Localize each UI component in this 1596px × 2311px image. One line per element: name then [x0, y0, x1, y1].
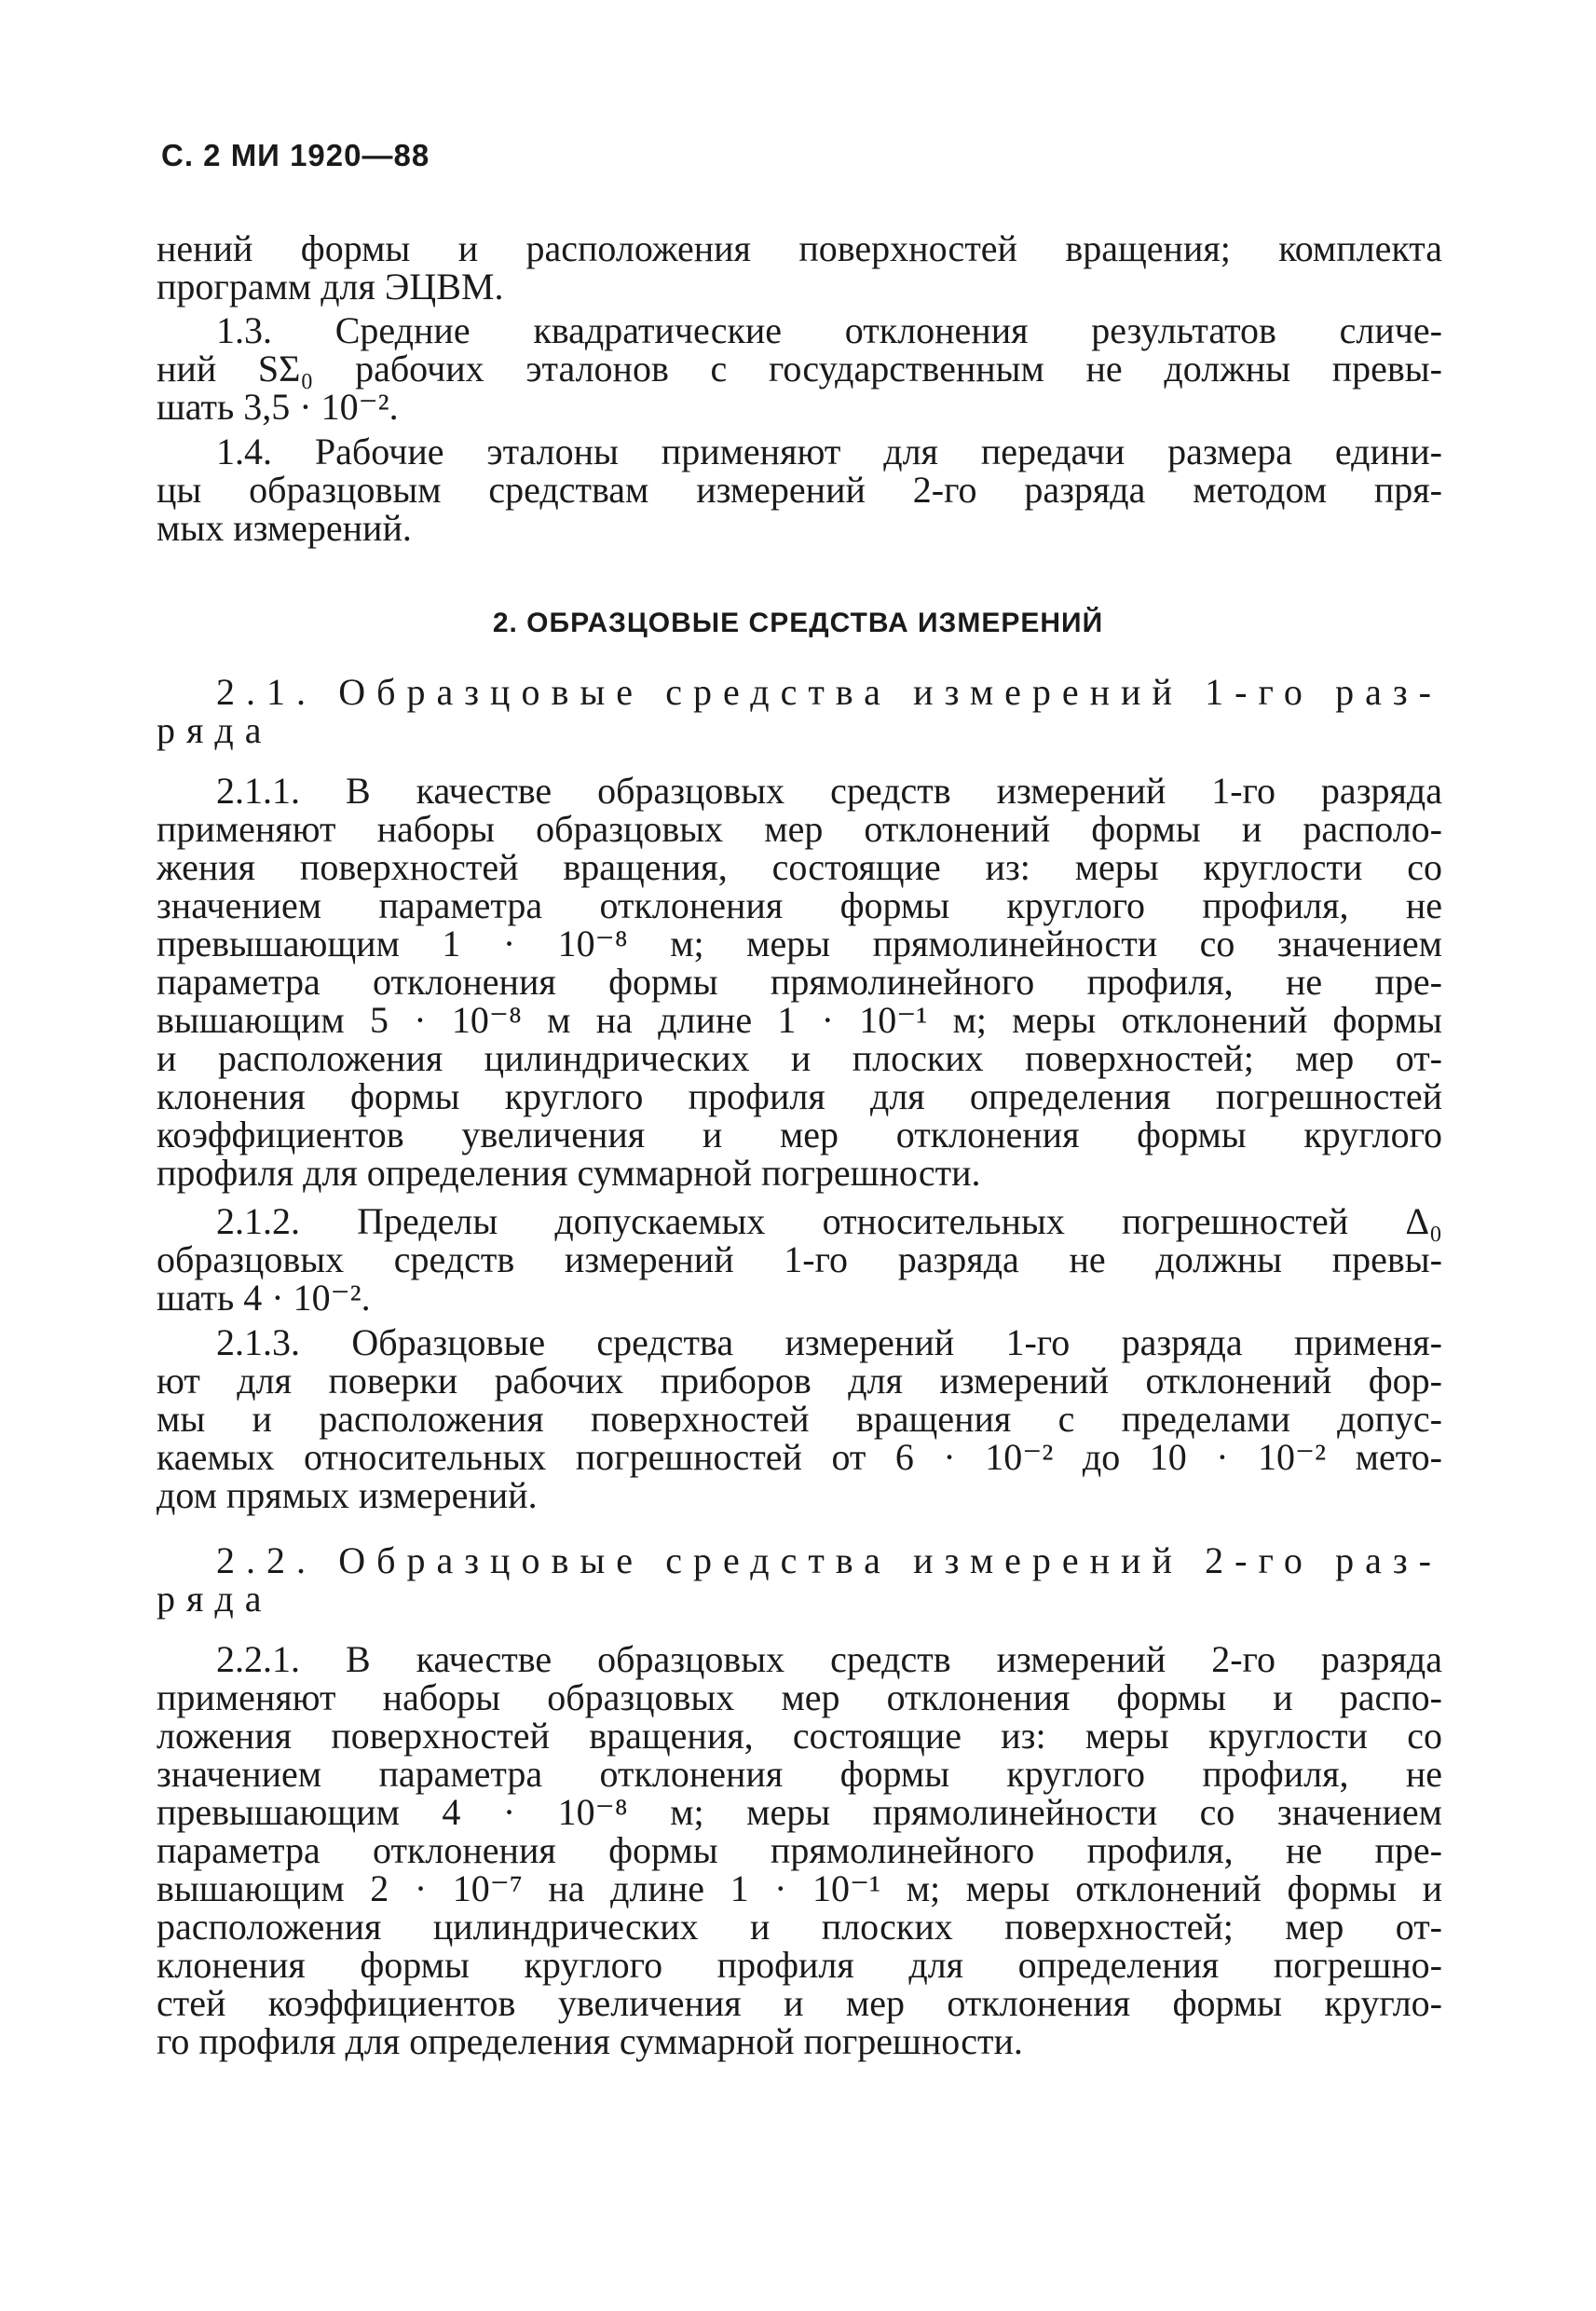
paragraph-2-1-1 [157, 772, 1442, 1192]
paragraph-2-1-2 [157, 1202, 1442, 1317]
text-line: ний SΣ₀ рабочих эталонов с государственным не должны превы- [157, 348, 1442, 390]
text-line: 2.2. Образцовые средства измерений 2-го раз- [216, 1539, 1442, 1581]
text-line: цы образцовым средствам измерений 2-го разряда методом пря- [157, 469, 1442, 511]
text-line: применяют наборы образцовых мер отклонения формы и распо- [157, 1676, 1442, 1718]
text-line: дом прямых измерений. [157, 1474, 538, 1516]
text-line: коэффициентов увеличения и мер отклонения формы круглого [157, 1114, 1442, 1156]
text-line: стей коэффициентов увеличения и мер отклонения формы кругло- [157, 1982, 1442, 2024]
paragraph-1-4 [157, 432, 1442, 547]
paragraph-continuation [157, 229, 1442, 306]
text-line: расположения цилиндрических и плоских поверхностей; мер от- [157, 1906, 1442, 1948]
text-line: значением параметра отклонения формы круглого профиля, не [157, 884, 1442, 926]
text-line: значением параметра отклонения формы круглого профиля, не [157, 1753, 1442, 1795]
paragraph-2-2-1 [157, 1640, 1442, 2060]
text-line: мых измерений. [157, 507, 412, 549]
text-line: вышающим 5 · 10⁻⁸ м на длине 1 · 10⁻¹ м; меры отклонений формы [157, 999, 1442, 1041]
paragraph-2-1-3 [157, 1323, 1442, 1514]
text-line: и расположения цилиндрических и плоских поверхностей; мер от- [157, 1037, 1442, 1079]
text-line: мы и расположения поверхностей вращения с пределами допус- [157, 1398, 1442, 1440]
paragraph-1-3 [157, 311, 1442, 426]
continuation-paragraph [157, 229, 1442, 306]
section-title: 2. ОБРАЗЦОВЫЕ СРЕДСТВА ИЗМЕРЕНИЙ [492, 608, 1104, 638]
text-line: 1.3. Средние квадратические отклонения результатов сличе- [216, 309, 1442, 351]
text-line: программ для ЭЦВМ. [157, 266, 504, 308]
text-line: образцовых средств измерений 1-го разряда не должны превы- [157, 1238, 1442, 1280]
subsection-2-2-title [157, 1541, 1442, 1618]
text-line: применяют наборы образцовых мер отклонений формы и располо- [157, 808, 1442, 850]
text-line: клонения формы круглого профиля для определения погрешно- [157, 1944, 1442, 1986]
text-line: превышающим 1 · 10⁻⁸ м; меры прямолинейности со значением [157, 923, 1442, 964]
text-line: ряда [157, 1578, 273, 1620]
text-line: нений формы и расположения поверхностей вращения; комплекта [157, 227, 1442, 269]
text-line: ют для поверки рабочих приборов для измерений отклонений фор- [157, 1360, 1442, 1402]
text-line: 2.1.3. Образцовые средства измерений 1-го разряда применя- [216, 1321, 1442, 1363]
text-line: вышающим 2 · 10⁻⁷ на длине 1 · 10⁻¹ м; меры отклонений формы и [157, 1867, 1442, 1909]
text-line: превышающим 4 · 10⁻⁸ м; меры прямолинейности со значением [157, 1791, 1442, 1833]
text-line: 2.1.2. Пределы допускаемых относительных погрешностей Δ₀ [216, 1200, 1442, 1242]
text-line: 2.1.1. В качестве образцовых средств измерений 1-го разряда [216, 770, 1442, 812]
text-line: параметра отклонения формы прямолинейного профиля, не пре- [157, 961, 1442, 1003]
text-line: шать 3,5 · 10⁻². [157, 386, 399, 428]
page-header: С. 2 МИ 1920—88 [161, 138, 430, 172]
text-line: ряда [157, 709, 273, 751]
text-line: каемых относительных погрешностей от 6 · 10⁻² до 10 · 10⁻² мето- [157, 1436, 1442, 1478]
text-line: 1.4. Рабочие эталоны применяют для передачи размера едини- [216, 431, 1442, 472]
text-line: жения поверхностей вращения, состоящие из: меры круглости со [157, 846, 1442, 888]
text-line: параметра отклонения формы прямолинейного профиля, не пре- [157, 1829, 1442, 1871]
subsection-2-1-title [157, 673, 1442, 749]
text-line: шать 4 · 10⁻². [157, 1277, 371, 1319]
text-line: 2.2.1. В качестве образцовых средств измерений 2-го разряда [216, 1638, 1442, 1680]
text-line: 2.1. Образцовые средства измерений 1-го раз- [216, 671, 1442, 713]
text-line: клонения формы круглого профиля для определения погрешностей [157, 1075, 1442, 1117]
text-line: профиля для определения суммарной погрешности. [157, 1152, 981, 1194]
text-line: го профиля для определения суммарной погрешности. [157, 2020, 1023, 2062]
text-line: ложения поверхностей вращения, состоящие из: меры круглости со [157, 1715, 1442, 1757]
